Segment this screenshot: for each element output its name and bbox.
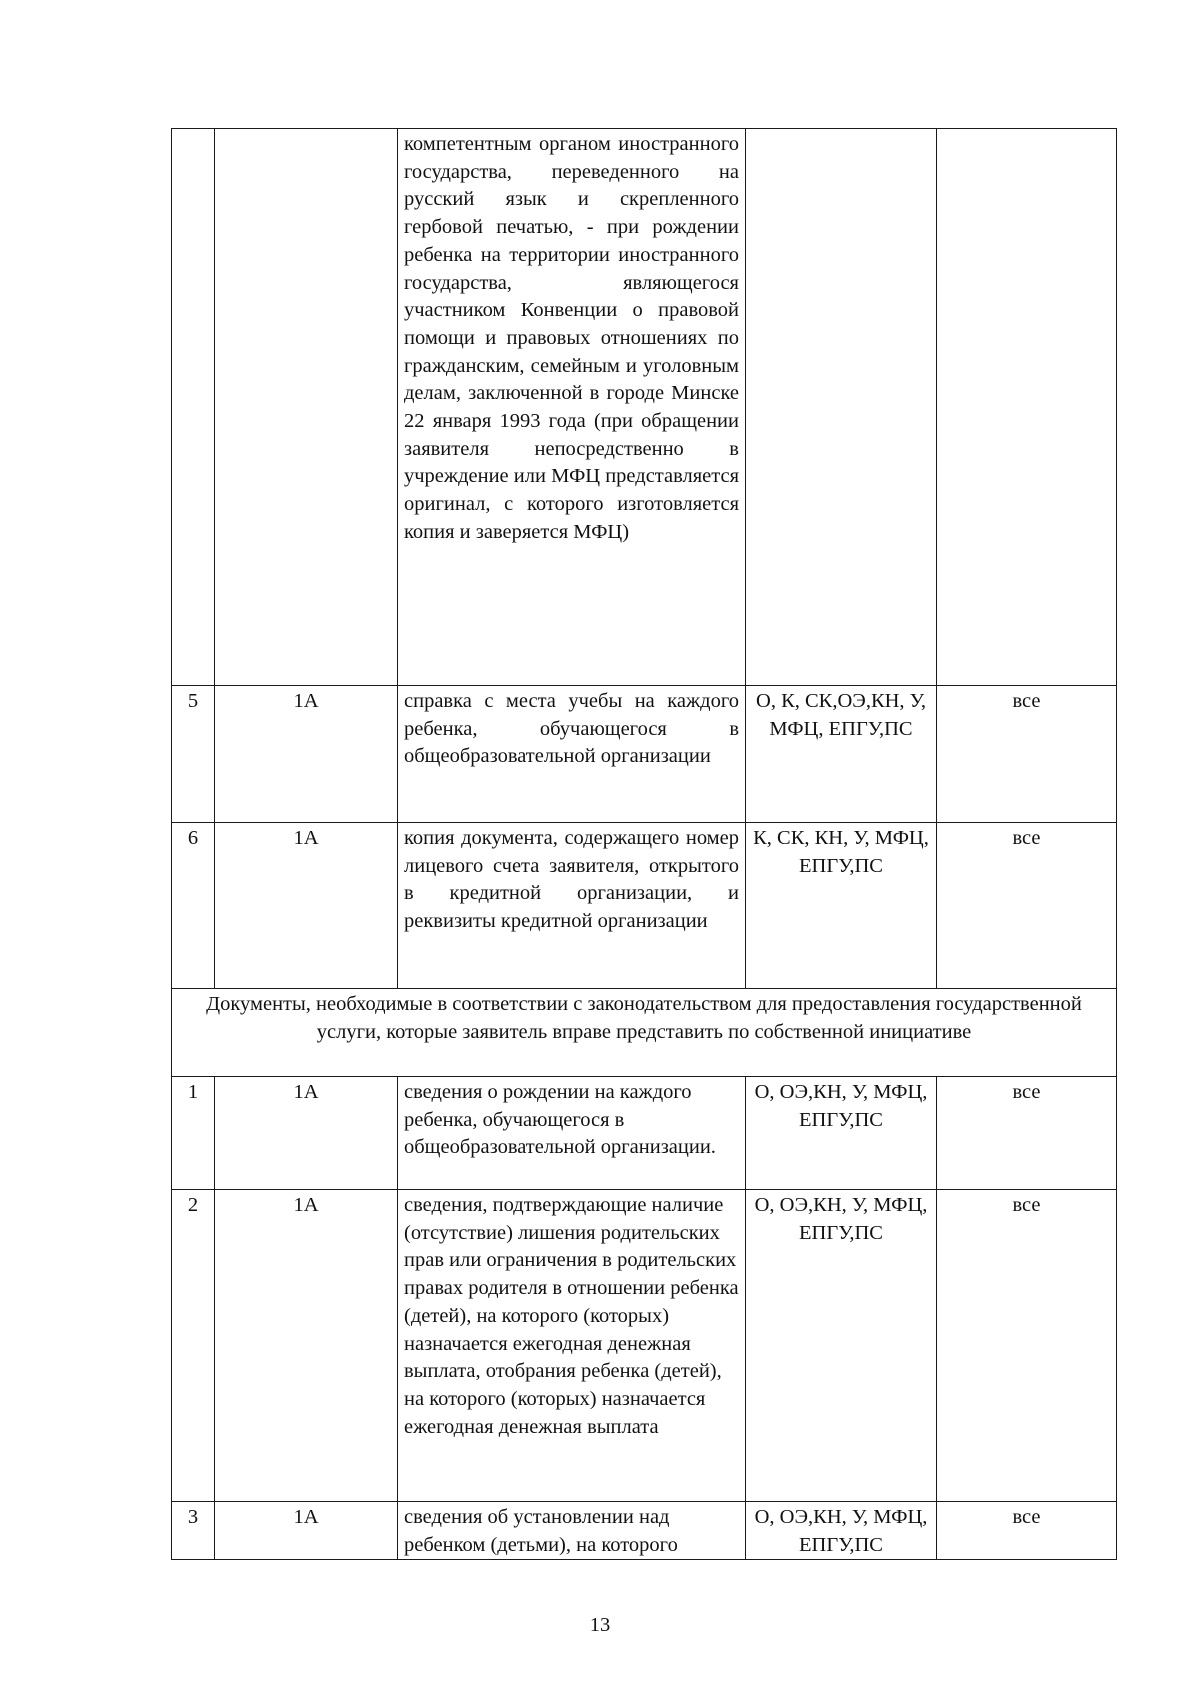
cell-form: 1А [215, 1077, 398, 1190]
cell-number: 6 [172, 823, 215, 989]
section-heading: Документы, необходимые в соответствии с законодательством для предоставления государственной услуги, которые заявитель вправе представить по собственной инициативе [172, 989, 1117, 1077]
cell-channels: О, ОЭ,КН, У, МФЦ, ЕПГУ,ПС [746, 1077, 937, 1190]
cell-description: сведения о рождении на каждого ребенка, обучающегося в общеобразовательной организации. [398, 1077, 746, 1190]
cell-description: сведения об установлении над ребенком (детьми), на которого [398, 1502, 746, 1560]
cell-number: 2 [172, 1190, 215, 1502]
cell-categories: все [937, 1190, 1117, 1502]
cell-channels [746, 129, 937, 686]
cell-number: 3 [172, 1502, 215, 1560]
section-heading-row [172, 989, 1117, 1077]
cell-number [172, 129, 215, 686]
cell-categories: все [937, 823, 1117, 989]
cell-form: 1А [215, 1502, 398, 1560]
cell-categories: все [937, 1502, 1117, 1560]
cell-description: компетентным органом иностранного государства, переведенного на русский язык и скрепленного гербовой печатью, - при рождении ребенка на территории иностранного государства, являющегося участником Конвенции о правовой помощи и правовых отношениях по гражданским, семейным и уголовным делам, заключенной в городе Минске 22 января 1993 года (при обращении заявителя непосредственно в учреждение или МФЦ представляется оригинал, с которого изготовляется копия и заверяется МФЦ) [398, 129, 746, 686]
table-row [172, 1190, 1117, 1502]
documents-table [171, 128, 1117, 1560]
cell-channels: О, ОЭ,КН, У, МФЦ, ЕПГУ,ПС [746, 1190, 937, 1502]
cell-channels: К, СК, КН, У, МФЦ, ЕПГУ,ПС [746, 823, 937, 989]
table-row [172, 1502, 1117, 1560]
table-row [172, 686, 1117, 823]
cell-description: справка с места учебы на каждого ребенка, обучающегося в общеобразовательной организации [398, 686, 746, 823]
cell-description: сведения, подтверждающие наличие (отсутствие) лишения родительских прав или ограничения в родительских правах родителя в отношении ребенка (детей), на которого (которых) назначается ежегодная денежная выплата, отобрания ребенка (детей), на которого (которых) назначается ежегодная денежная выплата [398, 1190, 746, 1502]
cell-channels: О, ОЭ,КН, У, МФЦ, ЕПГУ,ПС [746, 1502, 937, 1560]
cell-form: 1А [215, 686, 398, 823]
cell-categories: все [937, 1077, 1117, 1190]
table-row-continuation [172, 129, 1117, 686]
cell-categories: все [937, 686, 1117, 823]
table-row [172, 823, 1117, 989]
cell-form: 1А [215, 1190, 398, 1502]
cell-form [215, 129, 398, 686]
cell-number: 5 [172, 686, 215, 823]
table-row [172, 1077, 1117, 1190]
cell-form: 1А [215, 823, 398, 989]
cell-categories [937, 129, 1117, 686]
cell-description: копия документа, содержащего номер лицевого счета заявителя, открытого в кредитной организации, и реквизиты кредитной организации [398, 823, 746, 989]
page-number: 13 [589, 1614, 611, 1636]
cell-channels: О, К, СК,ОЭ,КН, У, МФЦ, ЕПГУ,ПС [746, 686, 937, 823]
cell-number: 1 [172, 1077, 215, 1190]
